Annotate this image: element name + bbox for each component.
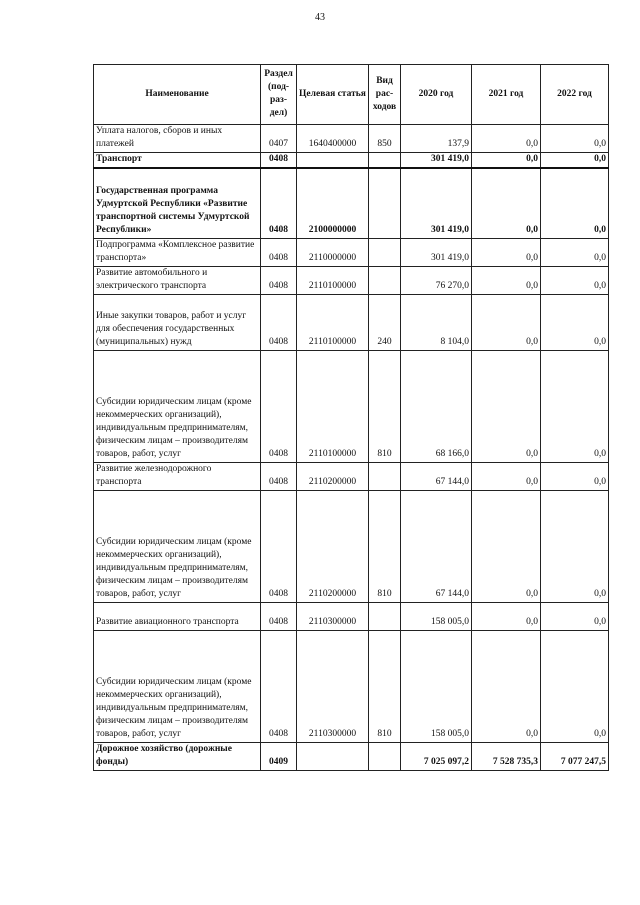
cell-y2022: 0,0 xyxy=(541,350,609,462)
cell-name: Государственная программа Удмуртской Республики «Развитие транспортной системы Удмуртской Республики» xyxy=(94,168,261,238)
cell-section: 0407 xyxy=(261,125,297,153)
cell-section: 0408 xyxy=(261,153,297,169)
cell-y2020: 76 270,0 xyxy=(401,266,472,294)
cell-y2021: 0,0 xyxy=(472,602,541,630)
cell-expense: 810 xyxy=(369,490,401,602)
cell-y2021: 0,0 xyxy=(472,266,541,294)
cell-target: 2110000000 xyxy=(297,238,369,266)
cell-name: Развитие авиационного транспорта xyxy=(94,602,261,630)
cell-target: 2110200000 xyxy=(297,462,369,490)
cell-y2021: 0,0 xyxy=(472,238,541,266)
cell-section: 0408 xyxy=(261,350,297,462)
cell-name: Субсидии юридическим лицам (кроме некоммерческих организаций), индивидуальным предпринимателям, физическим лицам – производителям товаров, работ, услуг xyxy=(94,630,261,742)
table-row xyxy=(94,266,609,294)
cell-target xyxy=(297,153,369,169)
table-row xyxy=(94,153,609,169)
cell-target: 2110300000 xyxy=(297,602,369,630)
cell-expense xyxy=(369,168,401,238)
cell-name: Иные закупки товаров, работ и услуг для обеспечения государственных (муниципальных) нужд xyxy=(94,294,261,350)
cell-section: 0408 xyxy=(261,490,297,602)
cell-y2020: 158 005,0 xyxy=(401,602,472,630)
cell-name: Субсидии юридическим лицам (кроме некоммерческих организаций), индивидуальным предпринимателям, физическим лицам – производителям товаров, работ, услуг xyxy=(94,490,261,602)
page-number: 43 xyxy=(315,12,325,23)
cell-expense xyxy=(369,266,401,294)
cell-y2022: 0,0 xyxy=(541,153,609,169)
header-2022: 2022 год xyxy=(541,65,609,125)
cell-y2021: 0,0 xyxy=(472,294,541,350)
cell-expense: 810 xyxy=(369,630,401,742)
table-row xyxy=(94,602,609,630)
table-row xyxy=(94,238,609,266)
cell-section: 0408 xyxy=(261,168,297,238)
table-header-row xyxy=(94,65,609,125)
cell-y2021: 0,0 xyxy=(472,125,541,153)
cell-expense xyxy=(369,238,401,266)
cell-y2021: 0,0 xyxy=(472,630,541,742)
cell-y2020: 8 104,0 xyxy=(401,294,472,350)
cell-target: 2110100000 xyxy=(297,350,369,462)
cell-expense xyxy=(369,153,401,169)
cell-y2022: 0,0 xyxy=(541,294,609,350)
table-row xyxy=(94,462,609,490)
cell-y2022: 7 077 247,5 xyxy=(541,742,609,770)
cell-y2021: 0,0 xyxy=(472,168,541,238)
cell-name: Развитие автомобильного и электрического транспорта xyxy=(94,266,261,294)
cell-section: 0408 xyxy=(261,602,297,630)
header-target: Целевая статья xyxy=(297,65,369,125)
header-name: Наименование xyxy=(94,65,261,125)
cell-y2022: 0,0 xyxy=(541,630,609,742)
cell-y2020: 137,9 xyxy=(401,125,472,153)
cell-name: Субсидии юридическим лицам (кроме некоммерческих организаций), индивидуальным предпринимателям, физическим лицам – производителям товаров, работ, услуг xyxy=(94,350,261,462)
cell-y2022: 0,0 xyxy=(541,602,609,630)
table-row xyxy=(94,490,609,602)
cell-section: 0408 xyxy=(261,266,297,294)
cell-expense xyxy=(369,602,401,630)
cell-y2020: 158 005,0 xyxy=(401,630,472,742)
cell-y2020: 68 166,0 xyxy=(401,350,472,462)
cell-y2021: 0,0 xyxy=(472,153,541,169)
cell-y2021: 0,0 xyxy=(472,350,541,462)
cell-y2020: 301 419,0 xyxy=(401,153,472,169)
cell-target: 1640400000 xyxy=(297,125,369,153)
cell-expense: 850 xyxy=(369,125,401,153)
cell-name: Подпрограмма «Комплексное развитие транспорта» xyxy=(94,238,261,266)
cell-expense: 810 xyxy=(369,350,401,462)
cell-name: Развитие железнодорожного транспорта xyxy=(94,462,261,490)
header-expense: Вид рас-ходов xyxy=(369,65,401,125)
cell-y2022: 0,0 xyxy=(541,266,609,294)
cell-name: Дорожное хозяйство (дорожные фонды) xyxy=(94,742,261,770)
cell-section: 0408 xyxy=(261,294,297,350)
cell-target xyxy=(297,742,369,770)
cell-y2020: 301 419,0 xyxy=(401,168,472,238)
header-section: Раздел (под-раз-дел) xyxy=(261,65,297,125)
cell-y2022: 0,0 xyxy=(541,168,609,238)
table-row xyxy=(94,125,609,153)
budget-table xyxy=(93,64,609,771)
cell-y2022: 0,0 xyxy=(541,462,609,490)
cell-target: 2110300000 xyxy=(297,630,369,742)
cell-name: Транспорт xyxy=(94,153,261,169)
table-row xyxy=(94,742,609,770)
header-2020: 2020 год xyxy=(401,65,472,125)
cell-y2020: 301 419,0 xyxy=(401,238,472,266)
table-row xyxy=(94,350,609,462)
cell-y2021: 0,0 xyxy=(472,490,541,602)
cell-target: 2110100000 xyxy=(297,294,369,350)
cell-y2021: 7 528 735,3 xyxy=(472,742,541,770)
cell-target: 2100000000 xyxy=(297,168,369,238)
cell-y2021: 0,0 xyxy=(472,462,541,490)
table-row xyxy=(94,168,609,238)
cell-name: Уплата налогов, сборов и иных платежей xyxy=(94,125,261,153)
cell-section: 0408 xyxy=(261,462,297,490)
cell-section: 0408 xyxy=(261,630,297,742)
cell-target: 2110200000 xyxy=(297,490,369,602)
cell-target: 2110100000 xyxy=(297,266,369,294)
header-2021: 2021 год xyxy=(472,65,541,125)
cell-expense xyxy=(369,462,401,490)
cell-y2022: 0,0 xyxy=(541,490,609,602)
cell-y2022: 0,0 xyxy=(541,238,609,266)
cell-expense: 240 xyxy=(369,294,401,350)
cell-y2020: 67 144,0 xyxy=(401,462,472,490)
cell-expense xyxy=(369,742,401,770)
cell-y2022: 0,0 xyxy=(541,125,609,153)
table-row xyxy=(94,294,609,350)
cell-section: 0409 xyxy=(261,742,297,770)
table-row xyxy=(94,630,609,742)
cell-y2020: 67 144,0 xyxy=(401,490,472,602)
cell-y2020: 7 025 097,2 xyxy=(401,742,472,770)
cell-section: 0408 xyxy=(261,238,297,266)
